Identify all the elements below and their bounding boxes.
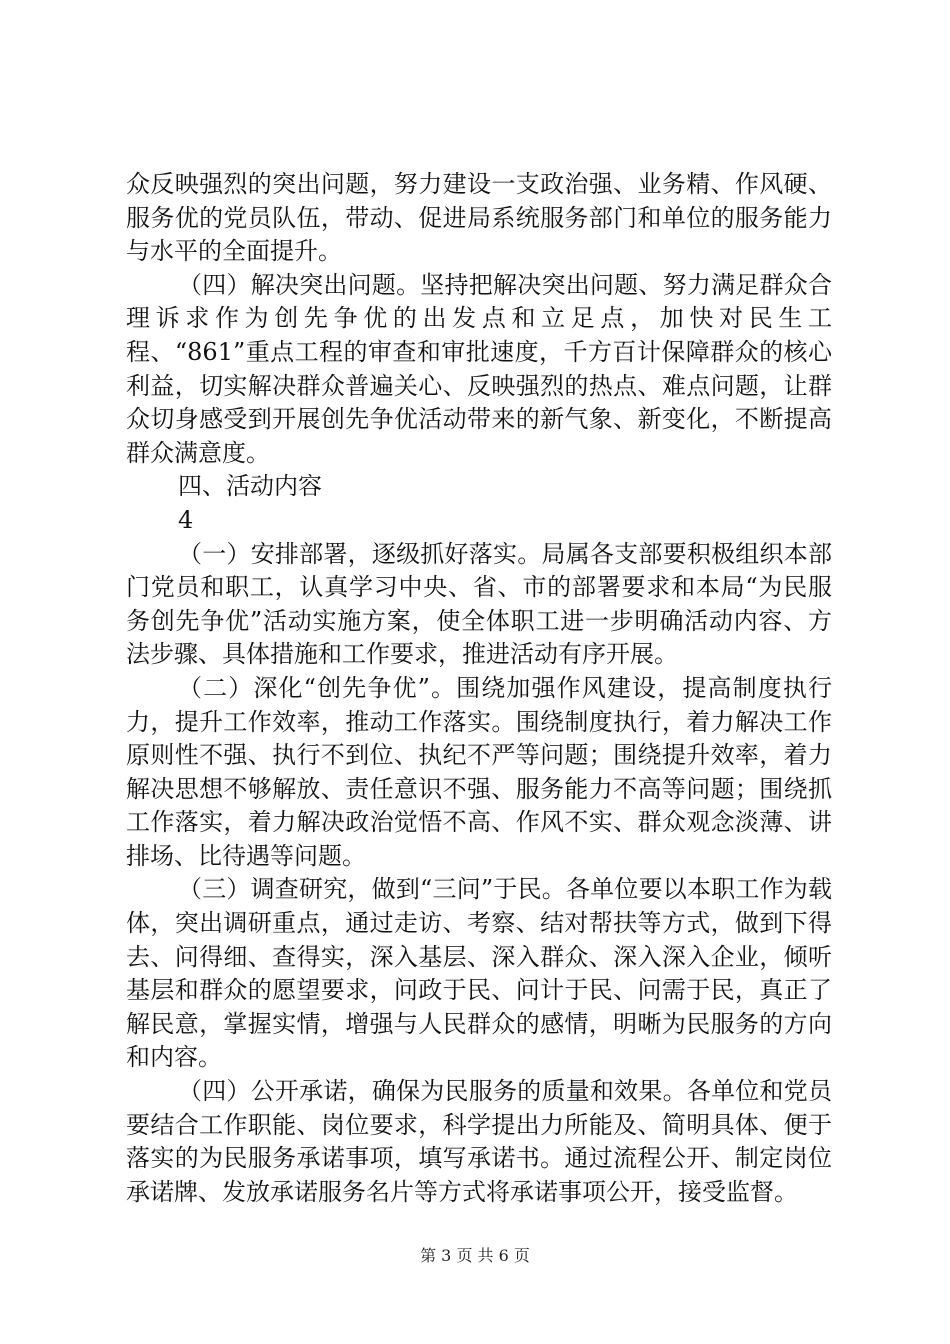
paragraph-p-3: （三）调查研究，做到“三问”于民。各单位要以本职工作为载体，突出调研重点，通过走访、考察、结对帮扶等方式，做到下得去、问得细、查得实，深入基层、深入群众、深入深入企业，倾听基层和群众的愿望要求，问政于民、问计于民、问需于民，真正了解民意，掌握实情，增强与人民群众的感情，明晰为民服务的方向和内容。 xyxy=(126,875,832,1072)
paragraph-p-num: 4 xyxy=(178,505,194,534)
paragraph-p-4-solve: （四）解决突出问题。坚持把解决突出问题、努力满足群众合理诉求作为创先争优的出发点和立足点，加快对民生工程、“861”重点工程的审查和审批速度，千方百计保障群众的核心利益，切实解决群众普遍关心、反映强烈的热点、难点问题，让群众切身感受到开展创先争优活动带来的新气象、新变化，不断提高群众满意度。 xyxy=(126,270,832,467)
paragraph-p-1: （一）安排部署，逐级抓好落实。局属各支部要积极组织本部门党员和职工，认真学习中央、省、市的部署要求和本局“为民服务创先争优”活动实施方案，使全体职工进一步明确活动内容、方法步骤、具体措施和工作要求，推进活动有序开展。 xyxy=(126,539,832,669)
page-footer: 第 3 页 共 6 页 xyxy=(420,1246,530,1265)
paragraph-p-2: （二）深化“创先争优”。围绕加强作风建设，提高制度执行力，提升工作效率，推动工作落实。围绕制度执行，着力解决工作原则性不强、执行不到位、执纪不严等问题；围绕提升效率，着力解决思想不够解放、责任意识不强、服务能力不高等问题；围绕抓工作落实，着力解决政治觉悟不高、作风不实、群众观念淡薄、讲排场、比待遇等问题。 xyxy=(126,673,832,870)
paragraph-p-cont: 众反映强烈的突出问题，努力建设一支政治强、业务精、作风硬、服务优的党员队伍，带动、促进局系统服务部门和单位的服务能力与水平的全面提升。 xyxy=(126,170,832,266)
paragraph-h-4: 四、活动内容 xyxy=(178,472,322,501)
paragraph-p-4: （四）公开承诺，确保为民服务的质量和效果。各单位和党员要结合工作职能、岗位要求，科学提出力所能及、简明具体、便于落实的为民服务承诺事项，填写承诺书。通过流程公开、制定岗位承诺牌、发放承诺服务名片等方式将承诺事项公开，接受监督。 xyxy=(126,1077,832,1206)
body-text xyxy=(126,168,832,1209)
